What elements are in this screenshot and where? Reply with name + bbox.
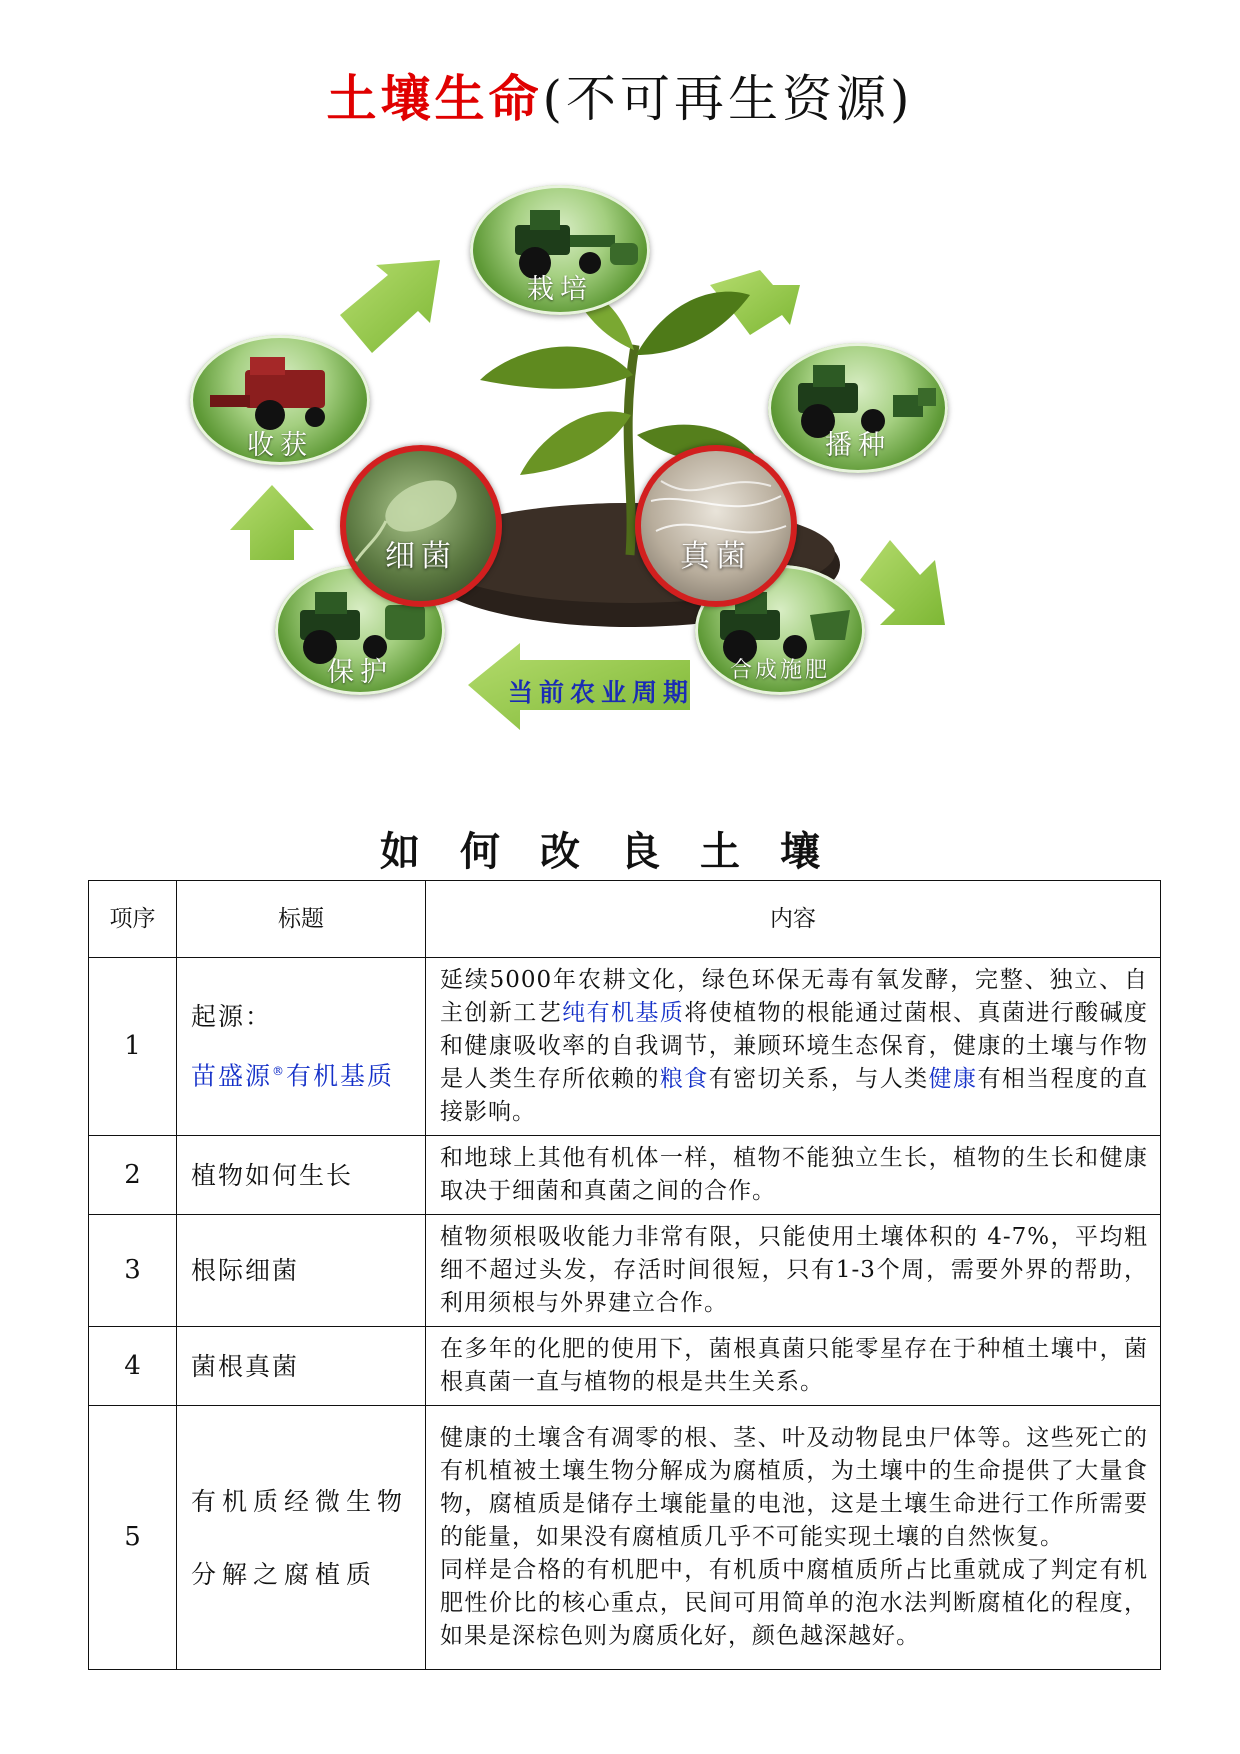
- content-paragraph: 健康的土壤含有凋零的根、茎、叶及动物昆虫尸体等。这些死亡的有机植被土壤生物分解成为腐植质，为土壤中的生命提供了大量食物，腐植质是储存土壤能量的电池，这是土壤生命进行工作所需要的能量，如果没有腐植质几乎不可能实现土壤的自然恢复。: [440, 1425, 1148, 1550]
- arrow-protect-to-harvest-icon: [230, 485, 314, 560]
- stage-sow: [768, 343, 948, 473]
- row-number: 2: [89, 1136, 177, 1215]
- brand-product: 有机基质: [286, 1061, 395, 1091]
- stage-protect-label: 保护: [327, 657, 393, 688]
- stage-cultivate: [470, 185, 650, 315]
- page-title: [0, 64, 1240, 134]
- content-text: 延续5000年农耕文化，绿色环保无毒有氧发酵，完整、独立、自主创新工艺: [440, 967, 1148, 1026]
- row-number: 3: [89, 1215, 177, 1327]
- registered-mark: ®: [272, 1064, 287, 1079]
- header-title: 标题: [177, 881, 426, 958]
- row-title-line: 有机质经微生物: [191, 1486, 409, 1516]
- table-row: [89, 958, 1161, 1136]
- row-title-line: 起源：: [191, 1002, 273, 1032]
- header-num: 项序: [89, 881, 177, 958]
- row-title: 植物如何生长: [177, 1136, 426, 1215]
- title-subtitle-part: (不可再生资源): [542, 70, 914, 128]
- fungi-hyphae-icon: [641, 451, 791, 601]
- section-title: 如何改良土壤: [380, 828, 860, 875]
- bacteria-circle: [340, 445, 502, 607]
- title-red-part: 土壤生命: [326, 69, 543, 128]
- table-row: [89, 1136, 1161, 1215]
- cycle-label: 当前农业周期: [508, 678, 695, 707]
- content-text: 有相当程度的直接影响。: [440, 1066, 1149, 1125]
- brand-name: 苗盛源: [191, 1061, 273, 1091]
- table-row: [89, 1215, 1161, 1327]
- content-paragraph: 同样是合格的有机肥中，有机质中腐植质所占比重就成了判定有机肥性价比的核心重点，民间可用简单的泡水法判断腐植化的程度，如果是深棕色则为腐质化好，颜色越深越好。: [440, 1557, 1148, 1649]
- fungi-circle: [635, 445, 797, 607]
- row-title: [177, 958, 426, 1136]
- arrow-sow-to-fertilize-icon: [860, 540, 945, 625]
- row-number: 1: [89, 958, 177, 1136]
- fungi-label: 真菌: [680, 539, 752, 574]
- row-number: 5: [89, 1406, 177, 1670]
- bacteria-icon: [346, 451, 496, 601]
- stage-cultivate-label: 栽培: [527, 274, 593, 305]
- row-title: [177, 1406, 426, 1670]
- row-content: 植物须根吸收能力非常有限，只能使用土壤体积的 4-7%，平均粗细不超过头发，存活时间很短，只有1-3个周，需要外界的帮助，利用须根与外界建立合作。: [426, 1215, 1161, 1327]
- row-title-line: 分解之腐植质: [191, 1559, 378, 1589]
- content-highlight: 健康: [928, 1066, 978, 1092]
- table-row: [89, 1327, 1161, 1406]
- content-text: 将使植物的根能通过菌根、真菌进行酸碱度和健康吸收率的自我调节，兼顾环境生态保育，健康的土壤与作物是人类生存所依赖的: [440, 1000, 1149, 1092]
- row-content: 和地球上其他有机体一样，植物不能独立生长，植物的生长和健康取决于细菌和真菌之间的合作。: [426, 1136, 1161, 1215]
- row-number: 4: [89, 1327, 177, 1406]
- row-title: 根际细菌: [177, 1215, 426, 1327]
- table-row: [89, 1406, 1161, 1670]
- row-title: 菌根真菌: [177, 1327, 426, 1406]
- content-highlight: 粮食: [659, 1066, 709, 1092]
- content-highlight: 纯有机基质: [562, 1000, 685, 1026]
- content-text: 有密切关系，与人类: [708, 1066, 929, 1092]
- stage-harvest-label: 收获: [247, 430, 313, 461]
- row-content: [426, 958, 1161, 1136]
- stage-harvest: [190, 335, 370, 465]
- row-content: [426, 1406, 1161, 1670]
- agriculture-cycle-diagram: [190, 185, 1050, 785]
- table-header-row: [89, 881, 1161, 958]
- stage-fertilize-label: 合成施肥: [729, 658, 830, 683]
- header-content: 内容: [426, 881, 1161, 958]
- stage-sow-label: 播种: [825, 430, 891, 461]
- soil-improvement-table: [88, 880, 1161, 1670]
- bacteria-label: 细菌: [385, 539, 457, 574]
- row-content: 在多年的化肥的使用下，菌根真菌只能零星存在于种植土壤中，菌根真菌一直与植物的根是共生关系。: [426, 1327, 1161, 1406]
